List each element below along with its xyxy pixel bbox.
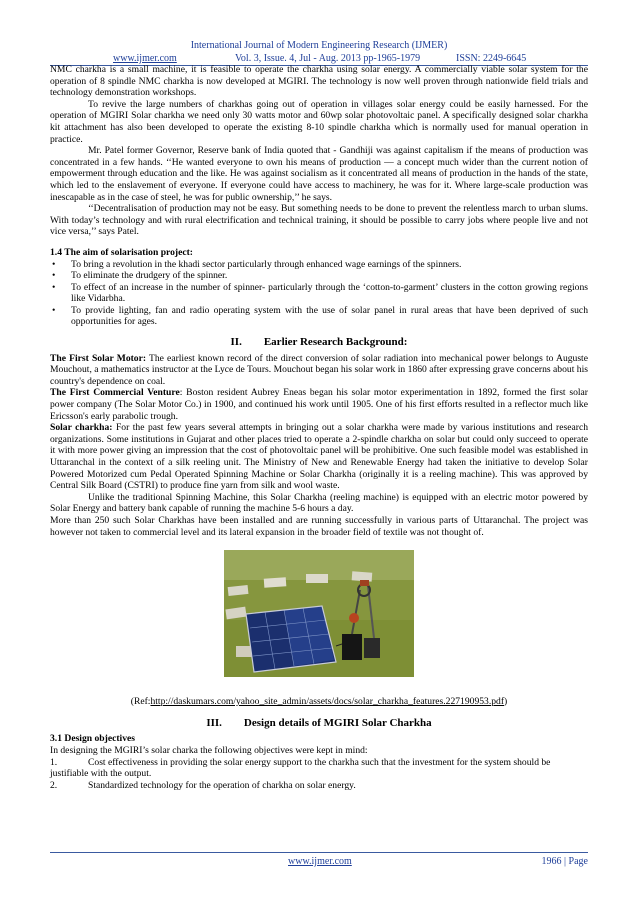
bullet-icon: •	[52, 281, 56, 293]
paragraph-unlike: Unlike the traditional Spinning Machine, this Solar Charkha (reeling machine) is equipped with an electric motor powered by Solar Energy and battery bank capable of running the machine 5-6 hours a day.	[50, 491, 588, 515]
design-objectives-list	[50, 757, 588, 792]
paragraph-first-commercial-venture: The First Commercial Venture: Boston resident Aubrey Eneas began his solar motor experimentation in 1892, formed the first solar power company (The Solar Motor Co.) in 1900, and continued his work until 1905. One of his first efforts resulted in a reflector much like Ericsson's early parabolic trough.	[50, 387, 588, 422]
list-item: • To provide lighting, fan and radio operating system with the use of solar panel in rural areas that have been deprived of such opportunities for ages.	[52, 304, 588, 328]
footer-website-link[interactable]: www.ijmer.com	[288, 856, 352, 867]
paragraph-patel: Mr. Patel former Governor, Reserve bank of India quoted that - Gandhiji was against capitalism if the means of production was concentrated in a few hands. ‘‘He wanted everyone to own his means of production — a concept much wider than the current notion of empowerment through education and the like. He was against socialism as it concentrated all means of production in the hands of the state, which led to the enslavement of everyone. If everyone could have access to machinery, he was for it. Where large-scale production was inescapable as in the case of steel, he was for public ownership,’’ he says.	[50, 145, 588, 203]
bullet-icon: •	[52, 270, 56, 282]
paragraph-decentralisation: ‘‘Decentralisation of production may not be easy. But something needs to be done to prevent the relentless march to urban slums. With today’s technology and with rural electrification and technical training, it should be possible to carry jobs where people live and not vice versa,’’ says Patel.	[50, 203, 588, 238]
footer-rule	[50, 852, 588, 853]
figure-reference: (Ref:http://daskumars.com/yahoo_site_admin/assets/docs/solar_charkha_features.227190953.pdf)	[130, 696, 508, 708]
volume-info: Vol. 3, Issue. 4, Jul - Aug. 2013 pp-1965-1979	[235, 53, 421, 64]
page-number: 1966 | Page	[541, 856, 588, 867]
paragraph-more-than-250: More than 250 such Solar Charkhas have been installed and are running successfully in various parts of Uttaranchal. The project was however not taken to commercial level and its lateral expansion in the broader field of textile was not thought of.	[50, 514, 588, 538]
paragraph-revive: To revive the large numbers of charkhas going out of operation in villages solar energy could be easily harnessed. For the operation of MGIRI Solar charkha we need only 30 watts motor and 60wp solar photovoltaic panel. A specifically designed solar charkha kit attachment has also been developed to operate the existing 8-10 spindle charkha which is normally used for manual operation in practice.	[50, 98, 588, 145]
paragraph-first-solar-motor: The First Solar Motor: The earliest known record of the direct conversion of solar radiation into mechanical power belongs to Auguste Mouchout, a mathematics instructor at the Lyce de Tours. Mouchout began his solar work in 1860 after expressing grave concerns about his country's dependence on coal.	[50, 352, 588, 387]
paragraph-nmc: NMC charkha is a small machine, it is feasible to operate the charkha using solar energy. A commercially viable solar system for the operation of 8 spindle NMC charkha is now developed at MGIRI. The technology is now well proven through nationwide field trials and technology demonstration workshops.	[50, 64, 588, 99]
page-body	[50, 64, 588, 791]
journal-website-link[interactable]: www.ijmer.com	[113, 53, 177, 64]
aims-heading: 1.4 The aim of solarisation project:	[50, 246, 194, 258]
figure-reference-link[interactable]: http://daskumars.com/yahoo_site_admin/assets/docs/solar_charkha_features.227190953.pdf	[150, 696, 505, 708]
bullet-icon: •	[52, 304, 56, 316]
list-item: • To bring a revolution in the khadi sector particularly through enhanced wage earnings of the spinners.	[52, 258, 462, 270]
section-3-heading: III. Design details of MGIRI Solar Charkha	[206, 716, 432, 729]
journal-title: International Journal of Modern Engineering Research (IJMER)	[190, 40, 448, 51]
paragraph-solar-charkha: Solar charkha: For the past few years several attempts in bringing out a solar charkha were made by various institutions and research organizations. Some institutions in Gujarat and other places tried to operate a 2-spindle charkha on solar but could only succeed to operate it with more power giving an impression that the cost of photovoltaic panel will be prohibitive. One such feasible model was established in Uttaranchal in the context of a silk reeling unit. The Ministry of New and Renewable Energy had taken the initiative to develop Solar Powered Motorized cum Pedal Operated Spinning Machine or Solar Charkha (originally it is a reeling machine). This was approved by Central Silk Board (CSTRI) to produce fine yarn from silk and wool waste.	[50, 422, 588, 492]
list-item: 2. Standardized technology for the operation of charkha on solar energy.	[50, 779, 356, 791]
aims-list	[50, 259, 588, 329]
design-objectives-intro: In designing the MGIRI’s solar charka the following objectives were kept in mind:	[50, 744, 368, 756]
list-item: • To effect of an increase in the number of spinner- particularly through the ‘cotton-to-garment’ clusters in the cotton growing regions like Vidarbha.	[52, 281, 588, 305]
bullet-icon: •	[52, 258, 56, 270]
list-item: 1. Cost effectiveness in providing the solar energy support to the charkha such that the investment for the system should be justifiable with the output.	[50, 756, 551, 780]
design-objectives-heading: 3.1 Design objectives	[50, 733, 135, 745]
solar-charkha-photo	[224, 550, 414, 677]
issn: ISSN: 2249-6645	[456, 53, 527, 64]
list-item: • To eliminate the drudgery of the spinner.	[52, 270, 228, 282]
solar-charkha-image	[224, 550, 414, 677]
section-2-heading: II. Earlier Research Background:	[230, 336, 408, 349]
